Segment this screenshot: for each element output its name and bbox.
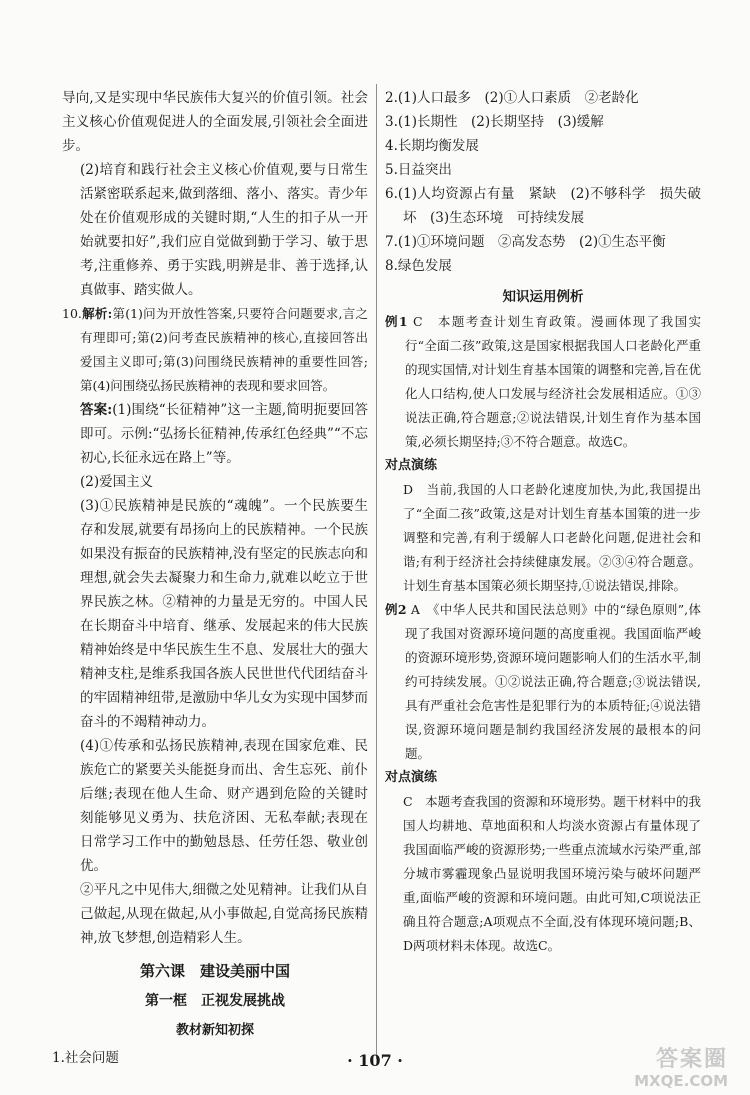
frame-title: 第一框 正视发展挑战 <box>145 993 285 1009</box>
page-number-value: 107 <box>358 1051 392 1070</box>
example-1-text: C 本题考查计划生育政策。漫画体现了我国实行“全面二孩”政策,这是国家根据我国人口老龄化严重的现实国情,对计划生育基本国策的调整和完善,旨在优化人口结构,使人口发展与经济社会发展相适应。①③说法正确,符合题意;②说法错误,计划生育作为基本国策,必须长期坚持;③不符合题意。故选C。 <box>405 314 701 449</box>
example-2-text: A 《中华人民共和国民法总则》中的“绿色原则”,体现了我国对资源环境问题的高度重视。我国面临严峻的资源环境形势,资源环境问题影响人们的生活水平,制约可持续发展。①②说法正确,符合题意;③说法错误,具有严重社会危害性是犯罪行为的本质特征;④说法错误,资源环境问题是制约我国经济发展的最根本的问题。 <box>405 602 701 761</box>
example-1 <box>385 310 701 454</box>
example-1-label: 例1 <box>385 314 408 329</box>
drill-1-heading: 对点演练 <box>385 458 438 473</box>
right-section-title: 知识运用例析 <box>502 289 584 305</box>
answer-label: 答案: <box>80 402 113 418</box>
watermark-logo <box>610 1048 728 1092</box>
item-8: 8.绿色发展 <box>385 258 452 274</box>
answer-part-4b: ②平凡之中见伟大,细微之处见精神。让我们从自己做起,从现在做起,从小事做起,自觉高扬民族精神,放飞梦想,创造精彩人生。 <box>80 882 368 946</box>
item-6: 6.(1)人均资源占有量 紧缺 (2)不够科学 损失破坏 (3)生态环境 可持续发展 <box>385 186 701 226</box>
watermark-line-2: MXQE.COM <box>634 1072 728 1090</box>
answer-part-2: (2)爱国主义 <box>80 474 154 490</box>
item-5: 5.日益突出 <box>385 162 452 178</box>
item-2: 2.(1)人口最多 (2)①人口素质 ②老龄化 <box>385 90 639 106</box>
item-1: 1.社会问题 <box>52 1050 119 1066</box>
answer-part-3: (3)①民族精神是民族的“魂魄”。一个民族要生存和发展,就要有昂扬向上的民族精神。一个民族如果没有振奋的民族精神,没有坚定的民族志向和理想,就会失去凝聚力和生命力,就难以屹立于世界民族之林。②精神的力量是无穷的。中国人民在长期奋斗中培育、继承、发展起来的伟大民族精神始终是中华民族生生不息、发展壮大的强大精神支柱,是维系我国各族人民世世代代团结奋斗的牢固精神纽带,是激励中华儿女为实现中国梦而奋斗的不竭精神动力。 <box>80 498 368 730</box>
item-4: 4.长期均衡发展 <box>385 138 479 154</box>
watermark-line-1: 答案圈 <box>655 1047 728 1072</box>
section-title: 教材新知初探 <box>175 1023 254 1038</box>
page-number: · 107 · <box>347 1051 403 1070</box>
question-10-analysis <box>62 302 368 398</box>
item-3: 3.(1)长期性 (2)长期坚持 (3)缓解 <box>385 114 604 130</box>
answer-part-4a: (4)①传承和弘扬民族精神,表现在国家危难、民族危亡的紧要关头能挺身而出、舍生忘死、前仆后继;表现在他人生命、财产遇到危险的关键时刻能够见义勇为、扶危济困、无私奉献;表现在日常学习工作中的勤勉恳恳、任劳任怨、敬业创优。 <box>80 738 368 874</box>
left-paragraph-1: 导向,又是实现中华民族伟大复兴的价值引领。社会主义核心价值观促进人的全面发展,引领社会全面进步。 <box>62 90 368 154</box>
drill-2-heading: 对点演练 <box>385 770 438 785</box>
right-column <box>385 86 701 958</box>
analysis-text: 第(1)问为开放性答案,只要符合问题要求,言之有理即可;第(2)问考查民族精神的核心,直接回答出爱国主义即可;第(3)问围绕民族精神的重要性回答;第(4)问围绕弘扬民族精神的表现和要求回答。 <box>80 306 368 393</box>
drill-2-text: C 本题考查我国的资源和环境形势。题干材料中的我国人均耕地、草地面积和人均淡水资源占有量体现了我国面临严峻的资源形势;一些重点流域水污染严重,部分城市雾霾现象凸显说明我国环境污染与破坏问题严重,面临严峻的资源和环境问题。由此可知,C项说法正确且符合题意;A项观点不全面,没有体现环境问题;B、D两项材料未体现。故选C。 <box>403 794 701 953</box>
answer-text: (1)围绕“长征精神”这一主题,简明扼要回答即可。示例:“弘扬长征精神,传承红色经典”“不忘初心,长征永远在路上”等。 <box>80 402 368 466</box>
column-divider <box>376 84 377 1059</box>
question-10-answer <box>62 398 368 470</box>
drill-1-text: D 当前,我国的人口老龄化速度加快,为此,我国提出了“全面二孩”政策,这是对计划生育基本国策的进一步调整和完善,有利于缓解人口老龄化问题,促进社会和谐;有利于经济社会持续健康发展。②③④符合题意。计划生育基本国策必须长期坚持,①说法错误,排除。 <box>403 482 701 593</box>
example-2 <box>385 598 701 766</box>
example-2-label: 例2 <box>385 602 407 617</box>
question-number: 10. <box>62 306 82 321</box>
analysis-label: 解析: <box>81 306 113 321</box>
lesson-title: 第六课 建设美丽中国 <box>139 962 290 980</box>
left-paragraph-2: (2)培育和践行社会主义核心价值观,要与日常生活紧密联系起来,做到落细、落小、落实。青少年处在价值观形成的关键时期,“人生的扣子从一开始就要扣好”,我们应自觉做到勤于学习、敏于思考,注重修养、勇于实践,明辨是非、善于选择,认真做事、踏实做人。 <box>80 162 368 298</box>
item-7: 7.(1)①环境问题 ②高发态势 (2)①生态平衡 <box>385 234 666 250</box>
left-column <box>52 86 368 1070</box>
